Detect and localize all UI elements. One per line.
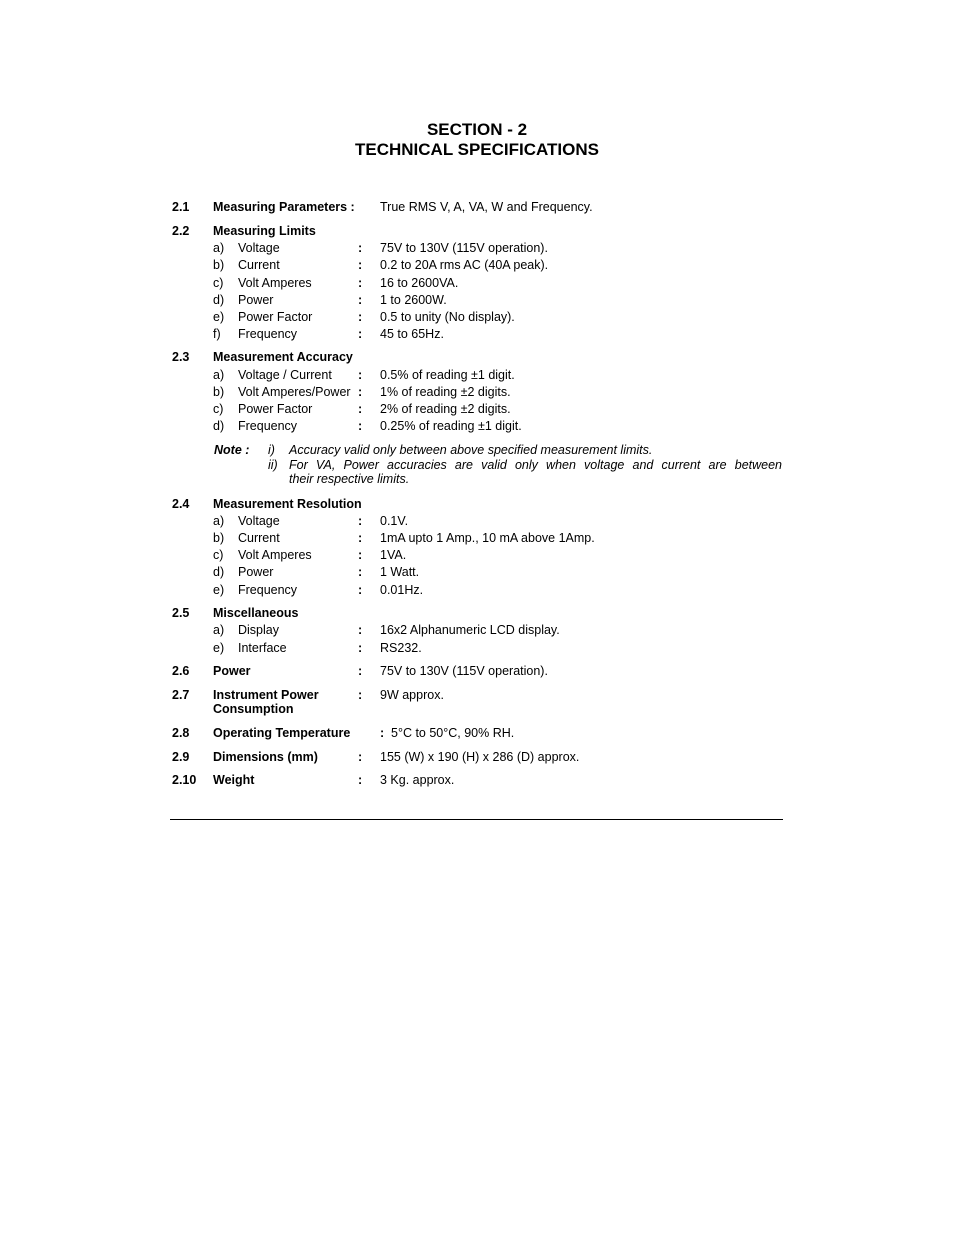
section-number: 2.10 (172, 773, 197, 787)
horizontal-rule (170, 819, 783, 820)
item-label: Power Factor (238, 402, 313, 416)
item-label: Frequency (238, 583, 298, 597)
list-item (0, 547, 954, 564)
item-value: 2% of reading ±2 digits. (380, 402, 511, 416)
note-line-2 (0, 458, 954, 473)
section-heading: SECTION - 2 (426, 120, 528, 139)
list-item (0, 513, 954, 530)
section-number: 2.3 (172, 350, 190, 364)
note-line-3 (0, 472, 954, 487)
item-label: Frequency (238, 419, 298, 433)
list-item (0, 418, 954, 435)
item-value: 16 to 2600VA. (380, 276, 459, 290)
item-letter: d) (213, 565, 225, 579)
list-item (0, 326, 954, 343)
spec-row-2-3 (0, 349, 954, 366)
item-value: 0.2 to 20A rms AC (40A peak). (380, 258, 549, 272)
note-marker: ii) (268, 458, 278, 472)
item-letter: c) (213, 276, 224, 290)
item-letter: e) (213, 583, 225, 597)
note-text: their respective limits. (289, 472, 410, 486)
spec-row-2-9 (0, 749, 954, 766)
list-item (0, 564, 954, 581)
item-colon: : (358, 623, 363, 637)
spec-row-2-4 (0, 496, 954, 513)
spec-row-2-7-cont (0, 701, 954, 718)
section-number: 2.1 (172, 200, 190, 214)
note-label: Note : (214, 443, 250, 457)
section-heading-text: Measuring Limits (213, 224, 316, 238)
item-letter: d) (213, 419, 225, 433)
item-colon: : (358, 368, 363, 382)
section-heading-text: Weight (213, 773, 255, 787)
item-label: Power Factor (238, 310, 313, 324)
item-colon: : (358, 241, 363, 255)
item-letter: a) (213, 241, 225, 255)
spec-value: 5°C to 50°C, 90% RH. (391, 726, 515, 740)
section-number: 2.8 (172, 726, 190, 740)
note-line-1 (0, 443, 954, 458)
item-label: Volt Amperes/Power (238, 385, 351, 399)
item-letter: b) (213, 385, 225, 399)
item-colon: : (358, 531, 363, 545)
item-letter: a) (213, 623, 225, 637)
section-heading-text: Power (213, 664, 251, 678)
section-heading-text: Measurement Resolution (213, 497, 362, 511)
item-letter: a) (213, 368, 225, 382)
item-colon: : (358, 293, 363, 307)
item-label: Volt Amperes (238, 276, 312, 290)
item-letter: b) (213, 258, 225, 272)
spec-value: 3 Kg. approx. (380, 773, 455, 787)
item-value: 1% of reading ±2 digits. (380, 385, 511, 399)
item-colon: : (358, 402, 363, 416)
item-value: 16x2 Alphanumeric LCD display. (380, 623, 560, 637)
note-marker: i) (268, 443, 275, 457)
item-colon: : (358, 548, 363, 562)
spec-row-2-5 (0, 605, 954, 622)
item-label: Frequency (238, 327, 298, 341)
item-label: Display (238, 623, 279, 637)
item-label: Volt Amperes (238, 548, 312, 562)
item-label: Current (238, 258, 280, 272)
section-heading-text: Operating Temperature (213, 726, 351, 740)
item-label: Interface (238, 641, 287, 655)
list-item (0, 582, 954, 599)
section-heading-text: Miscellaneous (213, 606, 299, 620)
list-item (0, 401, 954, 418)
item-value: RS232. (380, 641, 422, 655)
item-label: Voltage / Current (238, 368, 332, 382)
spec-row-2-2 (0, 223, 954, 240)
section-number: 2.5 (172, 606, 190, 620)
item-colon: : (358, 641, 363, 655)
spec-value: 9W approx. (380, 688, 444, 702)
spec-row-2-8 (0, 725, 954, 742)
item-label: Current (238, 531, 280, 545)
item-colon: : (358, 664, 363, 678)
spec-row-2-1 (0, 199, 954, 216)
item-letter: e) (213, 641, 225, 655)
item-colon: : (358, 310, 363, 324)
item-colon: : (358, 327, 363, 341)
list-item (0, 367, 954, 384)
list-item (0, 384, 954, 401)
item-label: Power (238, 293, 274, 307)
item-label: Voltage (238, 241, 280, 255)
list-item (0, 309, 954, 326)
item-colon: : (358, 750, 363, 764)
item-value: 1 Watt. (380, 565, 420, 579)
item-colon: : (358, 583, 363, 597)
section-number: 2.4 (172, 497, 190, 511)
item-label: Power (238, 565, 274, 579)
item-colon: : (358, 514, 363, 528)
spec-row-2-6 (0, 663, 954, 680)
section-heading-text: Measuring Parameters : (213, 200, 355, 214)
section-number: 2.7 (172, 688, 190, 702)
list-item (0, 240, 954, 257)
list-item (0, 640, 954, 657)
list-item (0, 622, 954, 639)
item-colon: : (358, 565, 363, 579)
item-colon: : (358, 385, 363, 399)
item-letter: c) (213, 548, 224, 562)
item-colon: : (380, 726, 385, 740)
item-colon: : (358, 688, 363, 702)
item-colon: : (358, 419, 363, 433)
item-value: 45 to 65Hz. (380, 327, 444, 341)
note-text: Accuracy valid only between above specified measurement limits. (289, 443, 653, 457)
item-value: 0.1V. (380, 514, 409, 528)
item-letter: b) (213, 531, 225, 545)
note-text: For VA, Power accuracies are valid only when voltage and current are between (289, 458, 782, 472)
item-value: 75V to 130V (115V operation). (380, 241, 548, 255)
section-heading-text: Dimensions (mm) (213, 750, 318, 764)
item-letter: d) (213, 293, 225, 307)
spec-value: 75V to 130V (115V operation). (380, 664, 548, 678)
item-letter: a) (213, 514, 225, 528)
item-value: 0.5 to unity (No display). (380, 310, 515, 324)
spec-value: True RMS V, A, VA, W and Frequency. (380, 200, 593, 214)
item-value: 1mA upto 1 Amp., 10 mA above 1Amp. (380, 531, 595, 545)
item-value: 1 to 2600W. (380, 293, 447, 307)
list-item (0, 275, 954, 292)
list-item (0, 292, 954, 309)
item-label: Voltage (238, 514, 280, 528)
section-heading-text: Instrument Power (213, 688, 319, 702)
item-value: 0.01Hz. (380, 583, 424, 597)
item-value: 0.25% of reading ±1 digit. (380, 419, 522, 433)
item-colon: : (358, 276, 363, 290)
section-heading-text: Consumption (213, 702, 294, 716)
section-number: 2.6 (172, 664, 190, 678)
section-number: 2.2 (172, 224, 190, 238)
item-value: 1VA. (380, 548, 407, 562)
list-item (0, 530, 954, 547)
page-title: TECHNICAL SPECIFICATIONS (355, 140, 599, 159)
item-letter: e) (213, 310, 225, 324)
item-letter: f) (213, 327, 221, 341)
item-value: 0.5% of reading ±1 digit. (380, 368, 515, 382)
list-item (0, 257, 954, 274)
spec-row-2-10 (0, 772, 954, 789)
spec-value: 155 (W) x 190 (H) x 286 (D) approx. (380, 750, 580, 764)
item-colon: : (358, 258, 363, 272)
section-number: 2.9 (172, 750, 190, 764)
section-heading-text: Measurement Accuracy (213, 350, 353, 364)
item-letter: c) (213, 402, 224, 416)
item-colon: : (358, 773, 363, 787)
